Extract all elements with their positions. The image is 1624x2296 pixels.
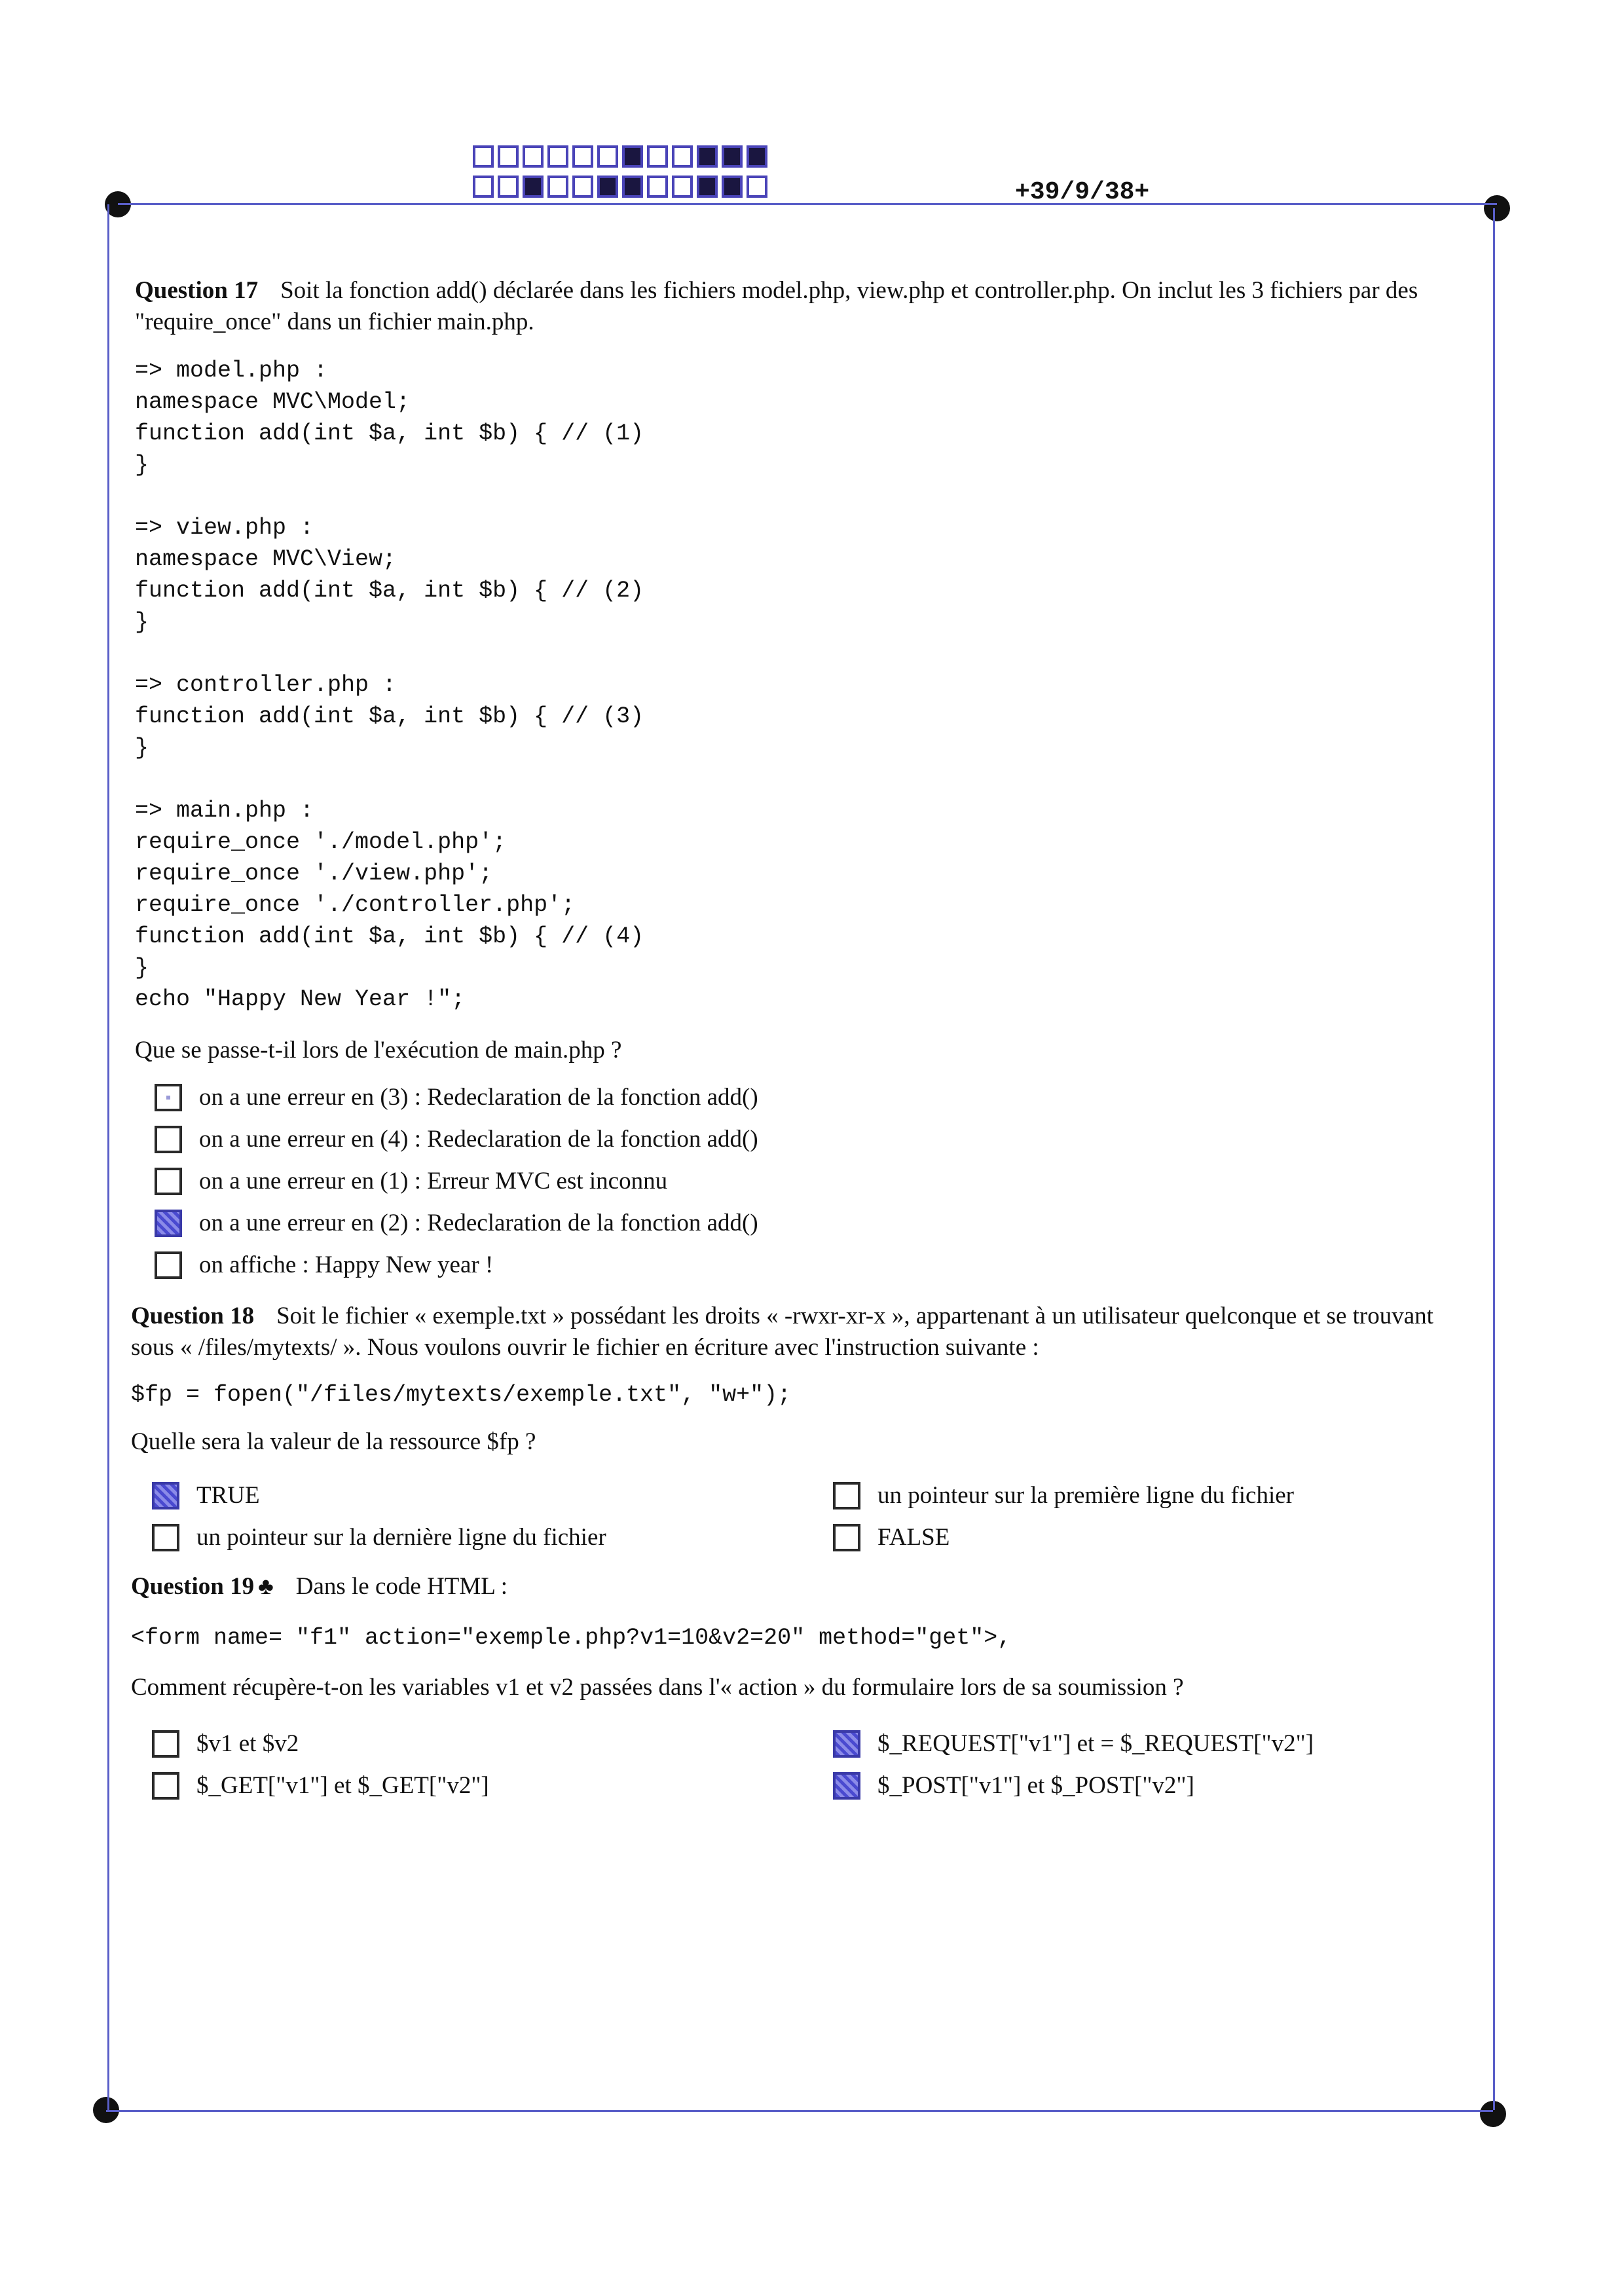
checkbox[interactable]: [155, 1168, 182, 1195]
barcode-cell: [622, 176, 643, 198]
checkbox-checked[interactable]: [833, 1772, 860, 1800]
barcode-cell: [622, 145, 643, 168]
answer-option: $_GET["v1"] et $_GET["v2"]: [152, 1765, 833, 1807]
checkbox[interactable]: [152, 1772, 179, 1800]
barcode-cell: [547, 176, 568, 198]
checkbox[interactable]: [152, 1524, 179, 1551]
corner-mark-top-right: [1484, 195, 1510, 221]
question-19-answers: [152, 1723, 1477, 1807]
answer-option: un pointeur sur la première ligne du fichier: [833, 1475, 1488, 1517]
checkbox[interactable]: [155, 1251, 182, 1279]
code-controller: => controller.php : function add(int $a, int $b) { // (3) }: [135, 672, 644, 761]
checkbox[interactable]: [833, 1524, 860, 1551]
barcode-cell: [498, 176, 519, 198]
barcode-cell: [747, 145, 767, 168]
barcode-cell: [498, 145, 519, 168]
barcode-cell: [572, 176, 593, 198]
answer-option: on a une erreur en (4) : Redeclaration de la fonction add(): [155, 1119, 1477, 1160]
question-18: [131, 1301, 1477, 1363]
frame-left: [107, 204, 109, 2110]
question-17-label: Question 17: [135, 277, 259, 304]
answer-option: on a une erreur en (2) : Redeclaration de la fonction add(): [155, 1202, 1477, 1244]
checkbox[interactable]: [833, 1482, 860, 1509]
barcode-cell: [722, 145, 743, 168]
question-19: [131, 1570, 1477, 1602]
frame-bottom: [106, 2110, 1493, 2112]
club-icon: ♣: [258, 1573, 274, 1599]
barcode-cell: [672, 176, 693, 198]
code-main: => main.php : require_once './model.php'; require_once './view.php'; require_once './controller.php'; function add(int $a, int $b) { // (4) } echo "Happy New Year !";: [135, 798, 644, 1012]
answer-option: $v1 et $v2: [152, 1723, 833, 1765]
question-17-prompt: Que se passe-t-il lors de l'exécution de main.php ?: [135, 1037, 622, 1064]
answer-option: FALSE: [833, 1517, 1488, 1559]
frame-top: [118, 203, 1497, 205]
checkbox[interactable]: [155, 1084, 182, 1111]
question-19-text: Dans le code HTML :: [295, 1573, 508, 1600]
checkbox-checked[interactable]: [152, 1482, 179, 1509]
question-17-text: Soit la fonction add() déclarée dans les fichiers model.php, view.php et controller.php. On inclut les 3 fichiers par des "require_once" dans un fichier main.php.: [135, 277, 1418, 335]
answer-option: on a une erreur en (3) : Redeclaration de la fonction add(): [155, 1077, 1477, 1119]
barcode-cell: [473, 145, 494, 168]
barcode-cell: [722, 176, 743, 198]
question-19-prompt: Comment récupère-t-on les variables v1 et v2 passées dans l'« action » du formulaire lors de sa soumission ?: [131, 1674, 1184, 1701]
answer-option: on affiche : Happy New year !: [155, 1244, 1477, 1286]
checkbox[interactable]: [152, 1730, 179, 1758]
code-view: => view.php : namespace MVC\View; function add(int $a, int $b) { // (2) }: [135, 515, 644, 635]
barcode-cell: [672, 145, 693, 168]
answer-option: on a une erreur en (1) : Erreur MVC est inconnu: [155, 1160, 1477, 1202]
frame-right: [1493, 208, 1495, 2110]
question-18-prompt: Quelle sera la valeur de la ressource $fp ?: [131, 1428, 536, 1455]
question-17: [135, 275, 1477, 338]
barcode-row-1: [473, 145, 771, 168]
code-fopen: $fp = fopen("/files/mytexts/exemple.txt", "w+");: [131, 1382, 792, 1408]
barcode-cell: [523, 145, 544, 168]
barcode-cell: [597, 176, 618, 198]
question-18-label: Question 18: [131, 1303, 255, 1329]
code-form: <form name= "f1" action="exemple.php?v1=10&v2=20" method="get">,: [131, 1625, 1012, 1651]
answer-option: TRUE: [152, 1475, 833, 1517]
answer-option: $_POST["v1"] et $_POST["v2"]: [833, 1765, 1488, 1807]
question-18-answers: [152, 1475, 1477, 1559]
barcode-cell: [647, 145, 668, 168]
answer-option: un pointeur sur la dernière ligne du fichier: [152, 1517, 833, 1559]
barcode-cell: [697, 145, 718, 168]
barcode-cell: [523, 176, 544, 198]
barcode-cell: [597, 145, 618, 168]
barcode-cell: [697, 176, 718, 198]
barcode-cell: [647, 176, 668, 198]
barcode-cell: [572, 145, 593, 168]
code-model: => model.php : namespace MVC\Model; function add(int $a, int $b) { // (1) }: [135, 358, 644, 478]
barcode-cell: [547, 145, 568, 168]
barcode-cell: [473, 176, 494, 198]
question-18-text: Soit le fichier « exemple.txt » possédant les droits « -rwxr-xr-x », appartenant à un utilisateur quelconque et se trouvant sous « /files/mytexts/ ». Nous voulons ouvrir le fichier en écriture avec l'instruction suivante :: [131, 1303, 1433, 1361]
checkbox-checked[interactable]: [833, 1730, 860, 1758]
page-id: +39/9/38+: [1015, 178, 1150, 206]
barcode-row-2: [473, 176, 771, 198]
checkbox[interactable]: [155, 1126, 182, 1153]
page-content: [131, 275, 1477, 1807]
question-17-answers: [155, 1077, 1477, 1286]
answer-option: $_REQUEST["v1"] et = $_REQUEST["v2"]: [833, 1723, 1488, 1765]
question-19-label: Question 19: [131, 1573, 255, 1600]
barcode-cell: [747, 176, 767, 198]
checkbox-checked[interactable]: [155, 1210, 182, 1237]
